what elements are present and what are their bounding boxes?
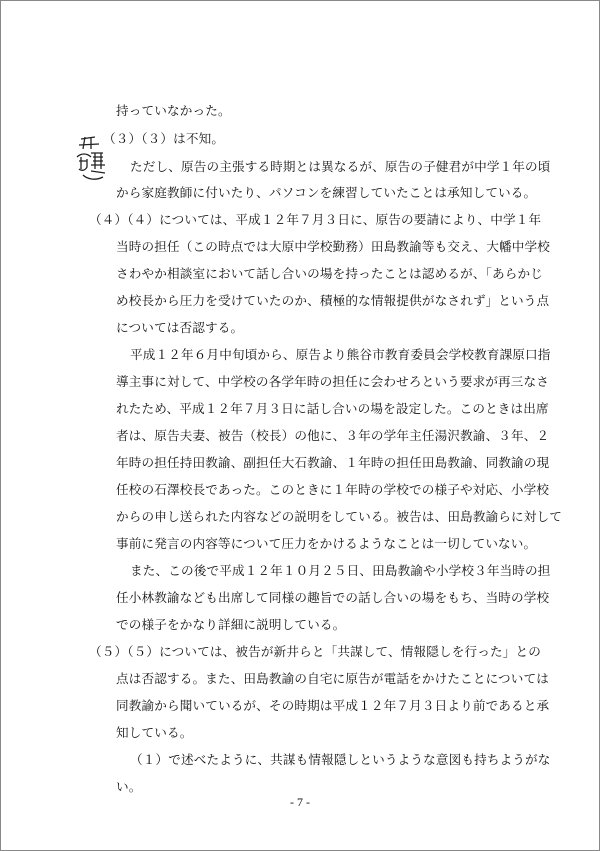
text-line-20: での様子をかなり詳細に説明している。 [116,617,346,632]
text-line-19: 任小林教諭なども出席して同様の趣旨での話し合いの場をもち、当時の学校 [116,590,550,605]
text-line-23: 同教諭から聞いているが、その時期は平成１２年７月３日より前であると承 [116,698,550,713]
text-line-22: 点は否認する。また、田島教諭の自宅に原告が電話をかけたことについては [116,671,550,686]
text-line-1: 持っていなかった。 [116,103,231,118]
text-line-17: 事前に発言の内容等について圧力をかけるようなことは一切していない。 [116,536,537,551]
text-line-21: （５）（５）については、被告が新井らと「共謀して、情報隠しを行った」との [89,644,541,659]
text-line-3: ただし、原告の主張する時期とは異なるが、原告の子健君が中学１年の頃 [130,159,551,174]
page-number: - 7 - [290,795,310,809]
text-line-12: れたため、平成１２年７月３日に話し合いの場を設定した。このときは出席 [116,401,549,416]
text-line-18: また、この後で平成１２年１０月２５日、田島教諭や小学校３年当時の担 [130,563,551,578]
text-line-6: 当時の担任（この時点では大原中学校勤務）田島教諭等も交え、大幡中学校 [116,239,551,254]
text-line-5: （４）（４）については、平成１２年７月３日に、原告の要請により、中学１年 [89,212,542,227]
text-line-15: 任校の石澤校長であった。このときに１年時の学校での様子や対応、小学校 [116,482,550,497]
text-line-14: 年時の担任持田教諭、副担任大石教諭、１年時の担任田島教諭、同教諭の現 [116,455,550,470]
text-line-16: からの申し送られた内容などの説明をしている。被告は、田島教諭らに対して [116,509,563,524]
text-line-4: から家庭教師に付いたり、パソコンを練習していたことは承知している。 [116,185,537,200]
text-line-7: さわやか相談室において話し合いの場を持ったことは認めるが、「あらかじ [116,266,543,281]
text-line-13: 者は、原告夫妻、被告（校長）の他に、３年の学年主任湯沢教諭、３年、２ [116,428,550,443]
text-line-9: については否認する。 [116,320,244,335]
text-line-10: 平成１２年６月中旬頃から、原告より熊谷市教育委員会学校教育課原口指 [130,347,551,362]
text-line-2: （３）（３）は不知。 [103,131,225,146]
text-line-26: い。 [116,779,142,794]
text-line-24: 知している。 [116,725,193,740]
text-line-25: （１）で述べたように、共謀も情報隠しというような意図も持ちようがな [130,752,551,767]
text-line-8: め校長から圧力を受けていたのか、積極的な情報提供がなされず」という点 [116,293,550,308]
text-line-11: 導主事に対して、中学校の各学年時の担任に会わせろという要求が再三なさ [116,374,550,389]
